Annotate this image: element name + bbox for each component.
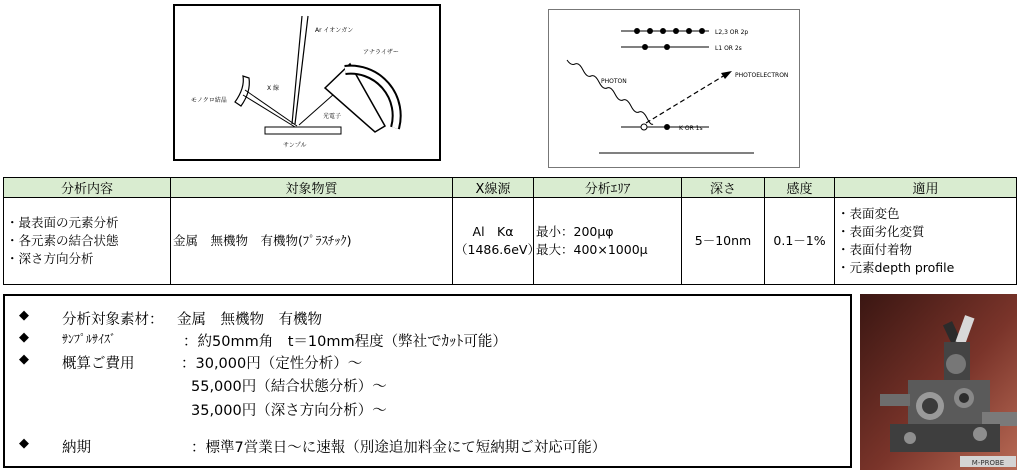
- instrument-photo-svg: [860, 294, 1017, 470]
- label-k: K OR 1s: [679, 125, 703, 132]
- header-cell: 分析内容: [4, 178, 171, 198]
- xps-setup-diagram: [173, 4, 441, 161]
- photoemission-svg: [549, 10, 799, 167]
- bullet-icon: ◆: [19, 330, 29, 345]
- info-label: 分析対象素材：: [62, 312, 164, 328]
- info-label: 納期: [62, 440, 91, 456]
- label-photon: PHOTON: [601, 78, 627, 85]
- cell-area: [534, 198, 682, 285]
- label-analyzer: アナライザー: [363, 49, 399, 56]
- bullet-icon: ◆: [19, 308, 29, 323]
- info-box: [3, 294, 852, 468]
- header-cell: 深さ: [682, 178, 765, 198]
- photoelectron-arrow: [721, 71, 732, 79]
- instrument-photo: [860, 294, 1017, 470]
- photon-wave: [567, 60, 653, 124]
- area-min: 最小：200μφ: [536, 224, 614, 239]
- label-xray: X 線: [267, 85, 280, 92]
- table-row: [4, 198, 1017, 285]
- area-max: 最大：400×1000μ: [536, 242, 648, 257]
- photoemission-diagram: [548, 9, 800, 168]
- xray-beam-b: [243, 95, 295, 127]
- photoelectron-path: [646, 75, 725, 123]
- label-photoelectron: PHOTOELECTRON: [735, 72, 789, 79]
- cell-analysis-content: [4, 198, 171, 285]
- xray-energy: （1486.6eV）: [455, 242, 540, 257]
- xps-setup-svg: [175, 6, 439, 159]
- info-value: ：標準7営業日～に速報（別途追加料金にて短納期ご対応可能）: [191, 440, 607, 456]
- header-cell: X線源: [453, 178, 534, 198]
- label-ion-gun: Ar イオンガン: [315, 27, 354, 34]
- content-line: ・最表面の元素分析: [6, 215, 119, 230]
- application-line: ・表面劣化変質: [837, 224, 925, 239]
- cost-bonding: 55,000円（結合状態分析）～: [191, 379, 387, 395]
- photo-caption: M-PROBE: [971, 459, 1005, 467]
- cell-materials: [171, 198, 453, 285]
- header-cell: 分析ｴﾘｱ: [534, 178, 682, 198]
- application-line: ・表面付着物: [837, 242, 913, 257]
- cell-depth: [682, 198, 765, 285]
- info-value: ：約50mm角 t＝10mm程度（弊社でｶｯﾄ可能）: [183, 334, 507, 350]
- cost-depth: 35,000円（深さ方向分析）～: [191, 403, 387, 419]
- header-cell: 感度: [765, 178, 835, 198]
- electron-k: [664, 124, 670, 130]
- header-cell: 対象物質: [171, 178, 453, 198]
- info-label: 概算ご費用: [62, 356, 135, 372]
- header-cell: 適用: [835, 178, 1017, 198]
- xray-beam-a: [245, 90, 297, 126]
- application-line: ・表面変色: [837, 206, 900, 221]
- cell-application: [835, 198, 1017, 285]
- content-line: ・深さ方向分析: [6, 251, 94, 266]
- sample-plate: [265, 127, 341, 134]
- sensitivity-text: 0.1－1%: [773, 233, 826, 248]
- table-header-row: [4, 178, 1017, 198]
- label-l1: L1 OR 2s: [715, 45, 742, 52]
- depth-text: 5－10nm: [694, 233, 752, 248]
- bullet-icon: ◆: [19, 436, 29, 451]
- info-value: ：30,000円（定性分析）～: [181, 356, 363, 372]
- label-photoelectron: 光電子: [323, 113, 342, 120]
- spec-table: [3, 177, 1017, 285]
- hole-k: [641, 124, 647, 130]
- xray-line: Al Kα: [472, 224, 514, 239]
- label-sample: サンプル: [283, 142, 307, 149]
- label-mono-crystal: モノクロ結晶: [191, 97, 227, 104]
- info-value: 金属 無機物 有機物: [177, 312, 322, 328]
- info-label: ｻﾝﾌﾟﾙｻｲｽﾞ: [62, 332, 117, 346]
- materials-text: 金属 無機物 有機物(ﾌﾟﾗｽﾁｯｸ): [173, 233, 352, 248]
- content-line: ・各元素の結合状態: [6, 233, 119, 248]
- label-l23: L2,3 OR 2p: [715, 29, 749, 36]
- bullet-icon: ◆: [19, 352, 29, 367]
- application-line: ・元素depth profile: [837, 260, 955, 275]
- cell-xray-source: [453, 198, 540, 285]
- cell-sensitivity: [765, 198, 835, 285]
